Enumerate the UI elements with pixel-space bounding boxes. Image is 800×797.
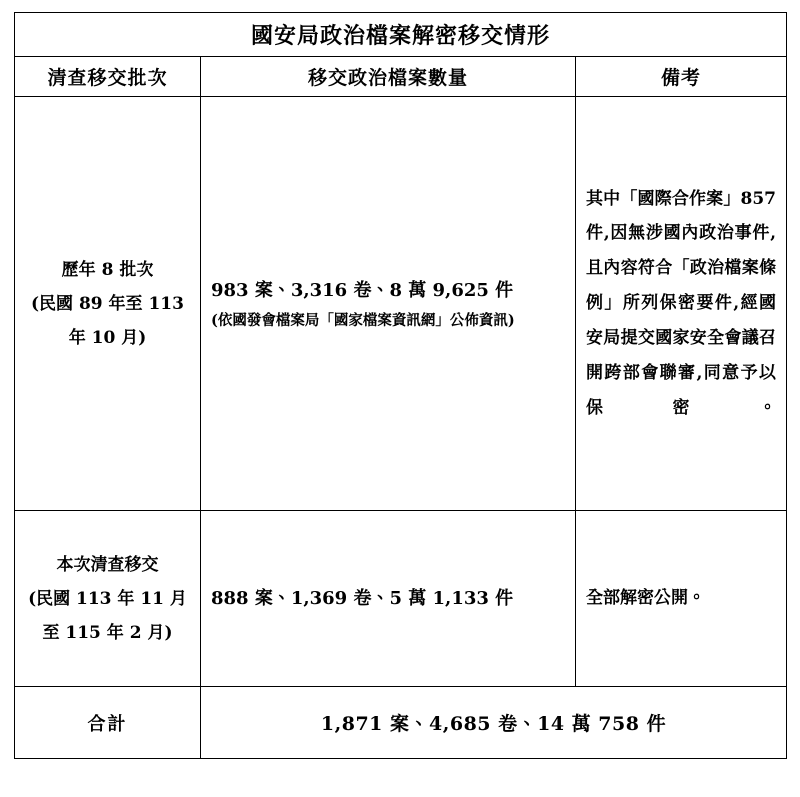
total-value: 1,871 案、4,685 卷、14 萬 758 件 xyxy=(201,687,787,759)
total-label: 合計 xyxy=(15,687,201,759)
quantity-cell-historical xyxy=(201,97,576,511)
table-title-row xyxy=(15,13,787,57)
batch-label: 歷年 8 批次 xyxy=(61,259,154,280)
table-header-row xyxy=(15,57,787,97)
quantity-value: 888 案、1,369 卷、5 萬 1,133 件 xyxy=(211,587,514,609)
batch-period: (民國 113 年 11 月至 115 年 2 月) xyxy=(28,588,187,643)
quantity-value: 983 案、3,316 卷、8 萬 9,625 件 xyxy=(211,279,514,301)
page-title: 國安局政治檔案解密移交情形 xyxy=(15,13,787,57)
batch-period: (民國 89 年至 113 年 10 月) xyxy=(31,293,184,348)
table-total-row xyxy=(15,687,787,759)
table-row xyxy=(15,511,787,687)
quantity-cell-current xyxy=(201,511,576,687)
batch-cell-historical xyxy=(15,97,201,511)
remark-cell-historical: 其中「國際合作案」857 件,因無涉國內政治事件,且內容符合「政治檔案條例」所列保密要件,經國安局提交國家安全會議召開跨部會聯審,同意予以保密。 xyxy=(576,97,787,511)
column-header-batch: 清查移交批次 xyxy=(15,57,201,97)
table-row xyxy=(15,97,787,511)
batch-cell-current xyxy=(15,511,201,687)
column-header-quantity: 移交政治檔案數量 xyxy=(201,57,576,97)
quantity-source-note: (依國發會檔案局「國家檔案資訊網」公佈資訊) xyxy=(211,311,515,329)
batch-label: 本次清查移交 xyxy=(56,554,159,575)
political-archives-table xyxy=(14,12,787,759)
column-header-remark: 備考 xyxy=(576,57,787,97)
remark-cell-current: 全部解密公開。 xyxy=(576,511,787,687)
